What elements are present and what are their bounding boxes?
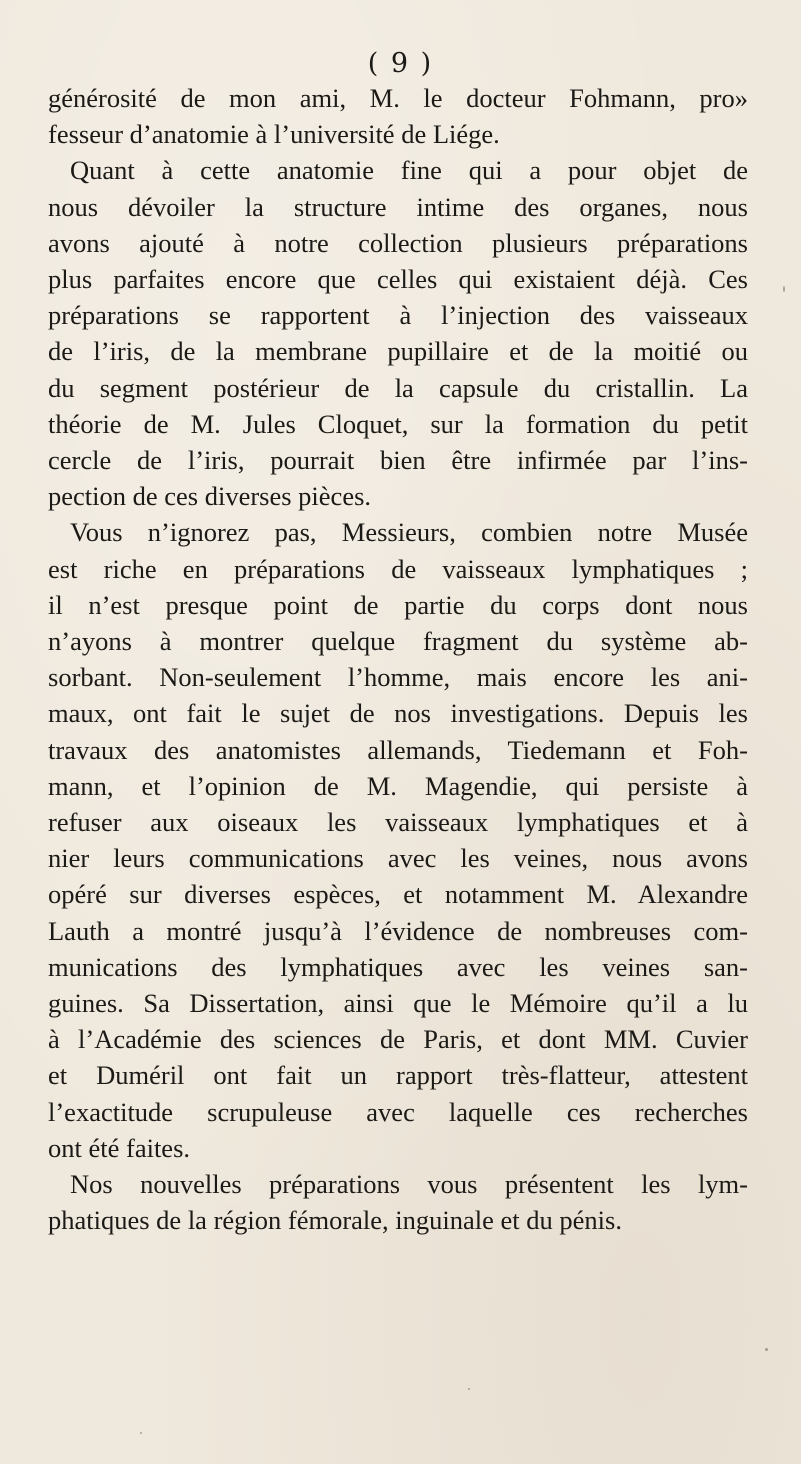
- text-line: opéré sur diverses espèces, et notamment M. Alexandre: [48, 879, 748, 910]
- text-line: travaux des anatomistes allemands, Tiedemann et Foh-: [48, 734, 748, 765]
- text-line: nier leurs communications avec les veines, nous avons: [48, 843, 748, 874]
- text-line: Vous n’ignorez pas, Messieurs, combien notre Musée: [70, 517, 748, 548]
- text-line: guines. Sa Dissertation, ainsi que le Mémoire qu’il a lu: [48, 988, 748, 1019]
- text-line: ont été faites.: [48, 1132, 191, 1163]
- text-line: Nos nouvelles préparations vous présentent les lym-: [70, 1169, 748, 1200]
- text-line: Lauth a montré jusqu’à l’évidence de nombreuses com-: [48, 915, 748, 946]
- text-line: est riche en préparations de vaisseaux lymphatiques ;: [48, 553, 748, 584]
- text-line: il n’est presque point de partie du corps dont nous: [48, 589, 748, 620]
- text-line: nous dévoiler la structure intime des organes, nous: [48, 191, 748, 222]
- text-line: munications des lymphatiques avec les veines san-: [48, 951, 748, 982]
- text-line: préparations se rapportent à l’injection des vaisseaux: [48, 300, 748, 331]
- paragraph: [48, 1166, 748, 1238]
- text-line: l’exactitude scrupuleuse avec laquelle ces recherches: [48, 1096, 748, 1127]
- text-line: générosité de mon ami, M. le docteur Fohmann, pro»: [48, 83, 748, 113]
- text-line: Quant à cette anatomie fine qui a pour objet de: [70, 155, 748, 186]
- paragraph: [48, 514, 748, 1166]
- text-line: et Duméril ont fait un rapport très-flatteur, attestent: [48, 1060, 748, 1091]
- text-line: du segment postérieur de la capsule du cristallin. La: [48, 372, 748, 403]
- text-line: cercle de l’iris, pourrait bien être infirmée par l’ins-: [48, 445, 748, 476]
- text-line: sorbant. Non-seulement l’homme, mais encore les ani-: [48, 662, 748, 693]
- text-line: à l’Académie des sciences de Paris, et dont MM. Cuvier: [48, 1024, 748, 1055]
- text-line: mann, et l’opinion de M. Magendie, qui persiste à: [48, 770, 748, 801]
- text-line: n’ayons à montrer quelque fragment du système ab-: [48, 626, 748, 657]
- text-line: refuser aux oiseaux les vaisseaux lymphatiques et à: [48, 807, 748, 838]
- text-line: fesseur d’anatomie à l’université de Liége.: [48, 119, 500, 150]
- page-number: ( 9 ): [367, 48, 434, 79]
- text-line: plus parfaites encore que celles qui existaient déjà. Ces: [48, 264, 748, 295]
- text-line: maux, ont fait le sujet de nos investigations. Depuis les: [48, 698, 748, 729]
- paragraph: [48, 80, 748, 152]
- text-line: pection de ces diverses pièces.: [48, 481, 372, 512]
- paragraph: [48, 152, 748, 514]
- text-line: avons ajouté à notre collection plusieurs préparations: [48, 227, 748, 258]
- text-line: phatiques de la région fémorale, inguinale et du pénis.: [48, 1205, 622, 1236]
- body-text: [48, 80, 748, 1239]
- text-line: théorie de M. Jules Cloquet, sur la formation du petit: [48, 408, 748, 439]
- text-line: de l’iris, de la membrane pupillaire et de la moitié ou: [48, 336, 748, 367]
